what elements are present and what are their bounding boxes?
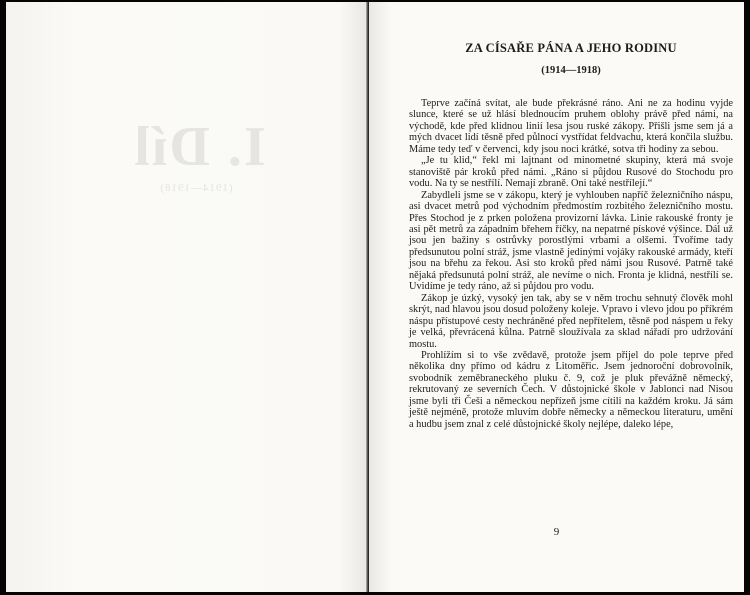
paragraph: „Je tu klid,“ řekl mi lajtnant od minometné skupiny, která má svoje stanoviště pár kroků před námi. „Ráno si půjdou Rusové do Stochodu pro vodu. Na ty se nestřílí. Nemají zbraně. Oni také nestřílejí.“ — [409, 155, 733, 190]
left-page — [6, 2, 368, 592]
page-number: 9 — [553, 526, 560, 538]
chapter-years: (1914—1918) — [541, 65, 601, 76]
bleed-through-part-years: (1914—1918) — [159, 182, 233, 194]
paragraph: Teprve začíná svítat, ale bude překrásné ráno. Ani ne za hodinu vyjde slunce, které se už hlásí blednoucím pruhem oblohy právě před námi, na východě, kde před klidnou linií lesa jsou ruské zákopy. Přišli jsme sem já a mých dvacet lidí těsně před půlnocí vystřídat feldvachu, která končila službu. Máme tedy teď v červenci, kdy jsou noci krátké, sotva tři hodiny za sebou. — [409, 98, 733, 155]
chapter-title: ZA CÍSAŘE PÁNA A JEHO RODINU — [465, 41, 677, 55]
paragraph: Zabydleli jsme se v zákopu, který je vyhlouben napříč železničního náspu, asi dvacet metrů pod východním předmostím rozbitého železničního mostu. Přes Stochod je z prken položena provizorní lávka. Linie rakouské fronty je asi pět metrů za západním břehem říčky, na nepatrné pískové výšince. Dál už jsou jen bažiny s ostrůvky porostlými vrbami a olšemi. Tvoříme tady předsunutou polní stráž, jsme vlastně jedinými vojáky rakouské armády, kteří jsou na břehu za řekou. Asi sto kroků před námi jsou Rusové. Patrně také nějaká předsunutá polní stráž, ale nevíme o nich. Fronta je klidná, nestřílí se. Uvidíme je tedy ráno, až si půjdou pro vodu. — [409, 189, 733, 293]
bleed-through-part-title: I. Díl — [132, 116, 266, 178]
paragraph: Prohlížím si to vše zvědavě, protože jsem přijel do pole teprve před několika dny přímo od kádru z Litoměřic. Jsem jednoroční dobrovolník, svobodník zeměbraneckého pluku č. 9, což je pluk převážně německý, rekrutovaný ze severních Čech. V důstojnické škole v Jablonci nad Nisou jsme byli tři Češi a německou nepřízeň jsme cítili na každém kroku. Já sám ještě nejméně, protože mluvím dobře německy a německou literaturu, umění a hudbu jsem znal z celé důstojnické školy nejlépe, daleko lépe, — [409, 349, 733, 430]
paragraph: Zákop je úzký, vysoký jen tak, aby se v něm trochu sehnutý člověk mohl skrýt, nad hlavou jsou dosud položeny koleje. Vpravo i vlevo jdou po příkrém náspu přístupové cesty nechráněné před nepřítelem, těsně pod náspem u řeky je velká, převrácená kůlna. Patrně sloužívala za sklad nářadí pro udržování mostu. — [409, 292, 733, 350]
chapter-body — [409, 98, 733, 430]
right-page — [369, 2, 744, 592]
chapter-content — [409, 40, 733, 430]
